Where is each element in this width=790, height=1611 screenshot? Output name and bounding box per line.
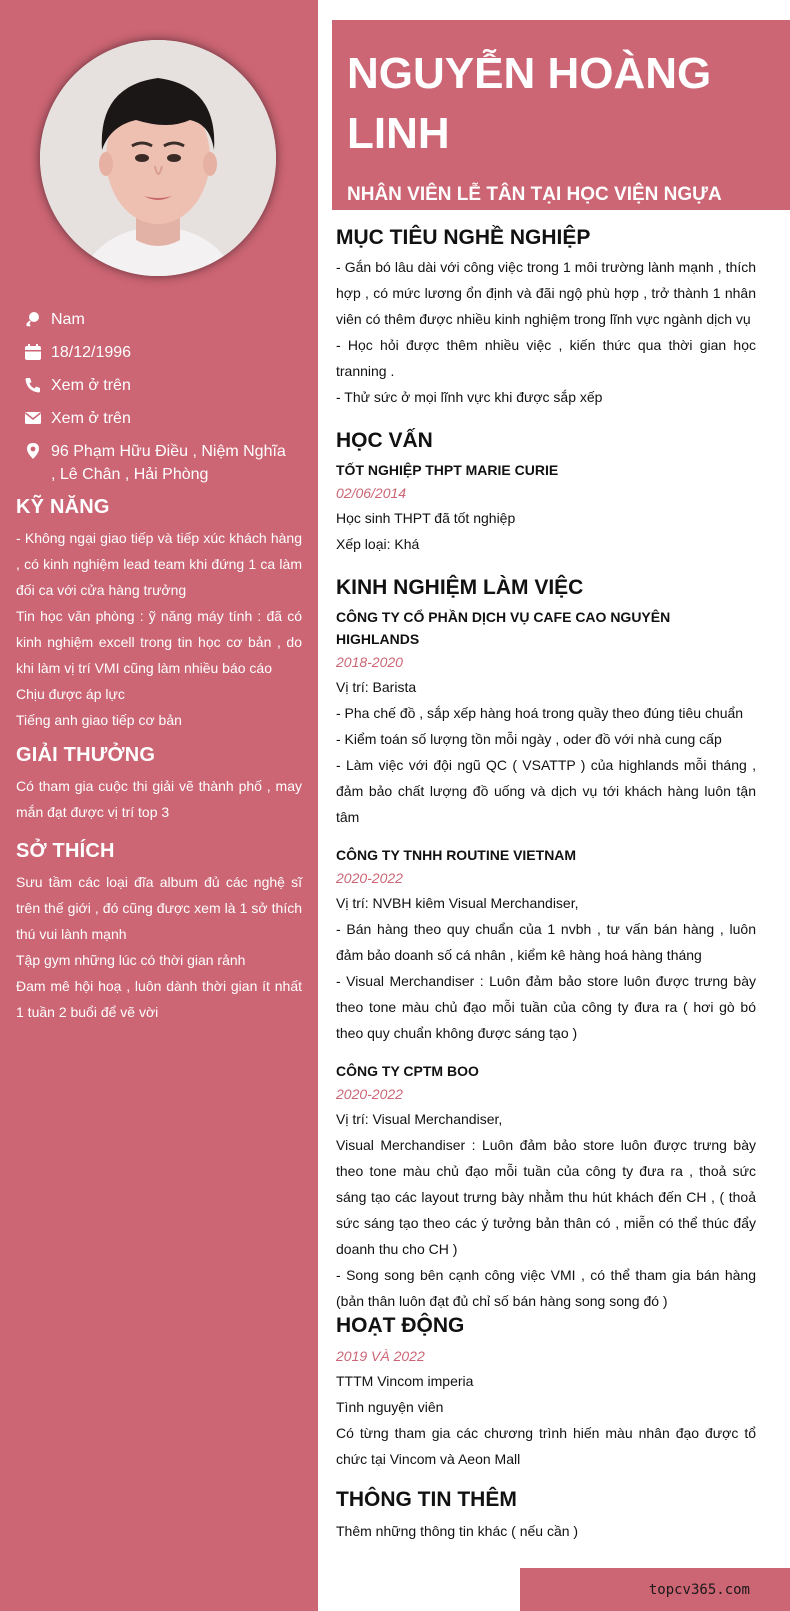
- contact-list: [24, 308, 294, 496]
- job-company: CÔNG TY TNHH ROUTINE VIETNAM: [336, 847, 577, 863]
- contact-email: [24, 407, 294, 430]
- candidate-role: NHÂN VIÊN LỄ TÂN TẠI HỌC VIỆN NGỰA: [347, 184, 722, 205]
- objective-item: - Gắn bó lâu dài với công việc trong 1 môi trường lành mạnh , thích hợp , có mức lương ổn định và đãi ngộ phù hợp , trở thành 1 nhân viên có thêm được nhiều kinh nghiệm trong lĩnh vực ngành dịch vụ: [336, 259, 756, 327]
- awards-section: [16, 744, 302, 825]
- candidate-name: NGUYỄN HOÀNG LINH: [347, 49, 712, 158]
- more-info-line: Thêm những thông tin khác ( nếu cần ): [336, 1523, 579, 1539]
- job-date: 2020-2022: [336, 1086, 403, 1102]
- education-line: Học sinh THPT đã tốt nghiệp: [336, 510, 516, 526]
- education-line: Xếp loại: Khá: [336, 536, 420, 552]
- objective-item: - Học hỏi được thêm nhiều việc , kiến thức qua thời gian học tranning .: [336, 337, 756, 379]
- experience-title: KINH NGHIỆM LÀM VIỆC: [336, 576, 584, 599]
- contact-gender-text: Nam: [51, 311, 85, 328]
- name-header: [332, 20, 790, 210]
- sidebar: [0, 0, 318, 1611]
- objective-item: - Thử sức ở mọi lĩnh vực khi được sắp xếp: [336, 389, 603, 405]
- job-line: - Kiểm toán số lượng tồn mỗi ngày , oder đồ với nhà cung cấp: [336, 731, 722, 747]
- job-date: 2020-2022: [336, 870, 403, 886]
- location-pin-icon: [24, 442, 42, 460]
- skills-item: - Không ngại giao tiếp và tiếp xúc khách hàng , có kinh nghiệm lead team khi đứng 1 ca làm đối ca với cửa hàng trưởng: [16, 530, 302, 598]
- education-date: 02/06/2014: [336, 485, 407, 501]
- activities-line: TTTM Vincom imperia: [336, 1373, 474, 1389]
- more-info-body: [336, 1518, 756, 1544]
- email-icon: [24, 409, 42, 427]
- contact-birthday: [24, 341, 294, 364]
- activities-title: HOẠT ĐỘNG: [336, 1314, 465, 1337]
- job-entry: [336, 606, 756, 830]
- job-entry: [336, 1060, 756, 1314]
- education-entry: [336, 459, 756, 557]
- hobbies-item: Đam mê hội hoạ , luôn dành thời gian ít nhất 1 tuần 2 buổi để vẽ vời: [16, 978, 302, 1020]
- job-line: - Bán hàng theo quy chuẩn của 1 nvbh , tư vấn bán hàng , luôn đảm bảo doanh số cá nhân , kiểm kê hàng hoá hàng tháng: [336, 921, 756, 963]
- skills-item: Tin học văn phòng : ỹ năng máy tính : đã có kinh nghiệm excell trong tin học cơ bản , do khi làm vị trí VMI cũng làm nhiều báo cáo: [16, 608, 302, 676]
- objective-title: MỤC TIÊU NGHỀ NGHIỆP: [336, 226, 591, 249]
- phone-icon: [24, 376, 42, 394]
- job-body: [336, 890, 756, 1046]
- skills-item: Tiếng anh giao tiếp cơ bản: [16, 712, 182, 728]
- job-company: CÔNG TY CỔ PHẦN DỊCH VỤ CAFE CAO NGUYÊN HIGHLANDS: [336, 609, 671, 647]
- education-section: [336, 429, 756, 557]
- hobbies-list: [16, 869, 302, 1025]
- hobbies-item: Sưu tầm các loại đĩa album đủ các nghệ sĩ trên thế giới , đó cũng được xem là 1 sở thích thú vui lành mạnh: [16, 874, 302, 942]
- skills-item: Chịu được áp lực: [16, 686, 125, 702]
- more-info-section: [336, 1488, 756, 1544]
- hobbies-item: Tập gym những lúc có thời gian rảnh: [16, 952, 246, 968]
- contact-gender: [24, 308, 294, 331]
- calendar-icon: [24, 343, 42, 361]
- job-body: [336, 1106, 756, 1314]
- experience-section: [336, 576, 756, 1314]
- contact-email-text: Xem ở trên: [51, 410, 131, 427]
- job-line: - Song song bên cạnh công việc VMI , có thể tham gia bán hàng (bản thân luôn đạt đủ chỉ số bán hàng song song đó ): [336, 1267, 756, 1309]
- objective-body: [336, 254, 756, 410]
- skills-list: [16, 525, 302, 733]
- objective-section: [336, 226, 756, 410]
- contact-birthday-text: 18/12/1996: [51, 344, 132, 361]
- job-line: - Visual Merchandiser : Luôn đảm bảo store luôn được trưng bày theo tone màu chủ đạo mỗi tuần của công ty đưa ra ( hơi gò bó theo quy chuẩn không được sáng tạo ): [336, 973, 756, 1041]
- job-date: 2018-2020: [336, 654, 403, 670]
- job-line: Vị trí: Barista: [336, 679, 417, 695]
- awards-title: GIẢI THƯỞNG: [16, 744, 156, 766]
- job-entry: [336, 844, 756, 1046]
- awards-list: [16, 773, 302, 825]
- contact-phone: [24, 374, 294, 397]
- hobbies-title: SỞ THÍCH: [16, 840, 115, 862]
- awards-item: Có tham gia cuộc thi giải vẽ thành phố , may mắn đạt được vị trí top 3: [16, 778, 302, 820]
- skills-title: KỸ NĂNG: [16, 496, 110, 518]
- job-line: Vị trí: NVBH kiêm Visual Merchandiser,: [336, 895, 579, 911]
- footer-watermark: [520, 1568, 790, 1611]
- hobbies-section: [16, 840, 302, 1025]
- watermark-text: topcv365.com: [648, 1581, 750, 1598]
- activities-date: 2019 VÀ 2022: [336, 1348, 425, 1364]
- job-line: - Làm việc với đội ngũ QC ( VSATTP ) của highlands mỗi tháng , đảm bảo chất lượng đồ uống và dịch vụ tới khách hàng luôn tận tâm: [336, 757, 756, 825]
- education-body: [336, 505, 756, 557]
- job-company: CÔNG TY CPTM BOO: [336, 1063, 479, 1079]
- skills-section: [16, 496, 302, 733]
- more-info-title: THÔNG TIN THÊM: [336, 1488, 517, 1511]
- profile-photo: [40, 40, 276, 276]
- avatar-illustration: [40, 40, 276, 276]
- contact-phone-text: Xem ở trên: [51, 377, 131, 394]
- contact-address-text: 96 Phạm Hữu Điều , Niệm Nghĩa , Lê Chân , Hải Phòng: [51, 443, 286, 483]
- activities-body: [336, 1368, 756, 1472]
- gender-icon: [24, 310, 42, 328]
- activities-line: Tình nguyện viên: [336, 1399, 444, 1415]
- contact-address: [24, 440, 294, 486]
- job-line: Vị trí: Visual Merchandiser,: [336, 1111, 503, 1127]
- job-body: [336, 674, 756, 830]
- job-line: Visual Merchandiser : Luôn đảm bảo store luôn được trưng bày theo tone màu chủ đạo mỗi tuần của công ty đưa ra , thoả sức sáng tạo các layout trưng bày nhằm thu hút khách đến CH , ( thoả sức sáng tạo theo các ý tưởng bản thân có , miễn có thể thúc đẩy doanh thu cho CH ): [336, 1137, 756, 1257]
- education-title: HỌC VẤN: [336, 429, 433, 452]
- job-line: - Pha chế đồ , sắp xếp hàng hoá trong quầy theo đúng tiêu chuẩn: [336, 705, 744, 721]
- activities-line: Có từng tham gia các chương trình hiến màu nhân đạo được tổ chức tại Vincom và Aeon Mall: [336, 1425, 756, 1467]
- activities-section: [336, 1314, 756, 1472]
- education-school: TỐT NGHIỆP THPT MARIE CURIE: [336, 462, 559, 478]
